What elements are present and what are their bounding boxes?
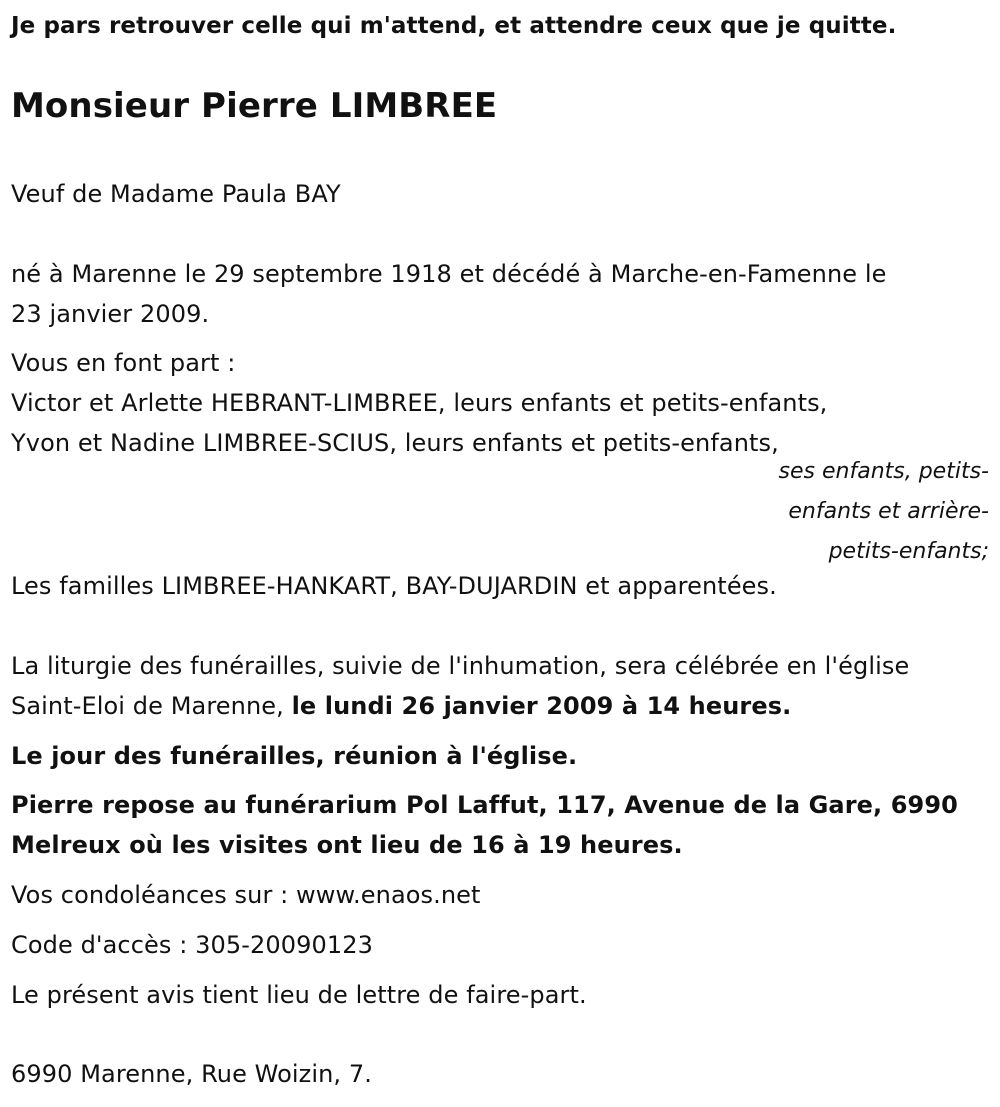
funeral-datetime: le lundi 26 janvier 2009 à 14 heures. [291, 692, 792, 720]
funeral-line-1: La liturgie des funérailles, suivie de l'inhumation, sera célébrée en l'église [11, 652, 910, 680]
descendants-line: enfants et arrière- [788, 499, 989, 524]
funeral-church: Saint-Eloi de Marenne, [11, 692, 292, 720]
deceased-name: Monsieur Pierre LIMBREE [11, 86, 498, 126]
rest-line-1: Pierre repose au funérarium Pol Laffut, 117, Avenue de la Gare, 6990 [11, 791, 958, 819]
announcer-family-1: Victor et Arlette HEBRANT-LIMBREE, leurs enfants et petits-enfants, [11, 389, 828, 417]
birth-death-line-1: né à Marenne le 29 septembre 1918 et décédé à Marche-en-Famenne le [11, 260, 887, 288]
birth-death-line-2: 23 janvier 2009. [11, 300, 210, 328]
condolences-line: Vos condoléances sur : www.enaos.net [11, 881, 481, 909]
epigraph: Je pars retrouver celle qui m'attend, et attendre ceux que je quitte. [11, 13, 897, 39]
funeral-line-2 [11, 686, 791, 726]
access-code-line: Code d'accès : 305-20090123 [11, 931, 373, 959]
widower-line: Veuf de Madame Paula BAY [11, 180, 341, 208]
rest-line-2: Melreux où les visites ont lieu de 16 à 19 heures. [11, 831, 683, 859]
descendants-line: petits-enfants; [828, 539, 989, 564]
descendants-line: ses enfants, petits- [778, 459, 989, 484]
announcers-intro: Vous en font part : [11, 349, 236, 377]
notice-line: Le présent avis tient lieu de lettre de faire-part. [11, 981, 587, 1009]
meeting-line: Le jour des funérailles, réunion à l'église. [11, 742, 578, 770]
families-line: Les familles LIMBREE-HANKART, BAY-DUJARDIN et apparentées. [11, 572, 777, 600]
announcer-family-2: Yvon et Nadine LIMBREE-SCIUS, leurs enfants et petits-enfants, [11, 429, 779, 457]
address-line: 6990 Marenne, Rue Woizin, 7. [11, 1060, 372, 1088]
descendants-block [779, 452, 989, 572]
